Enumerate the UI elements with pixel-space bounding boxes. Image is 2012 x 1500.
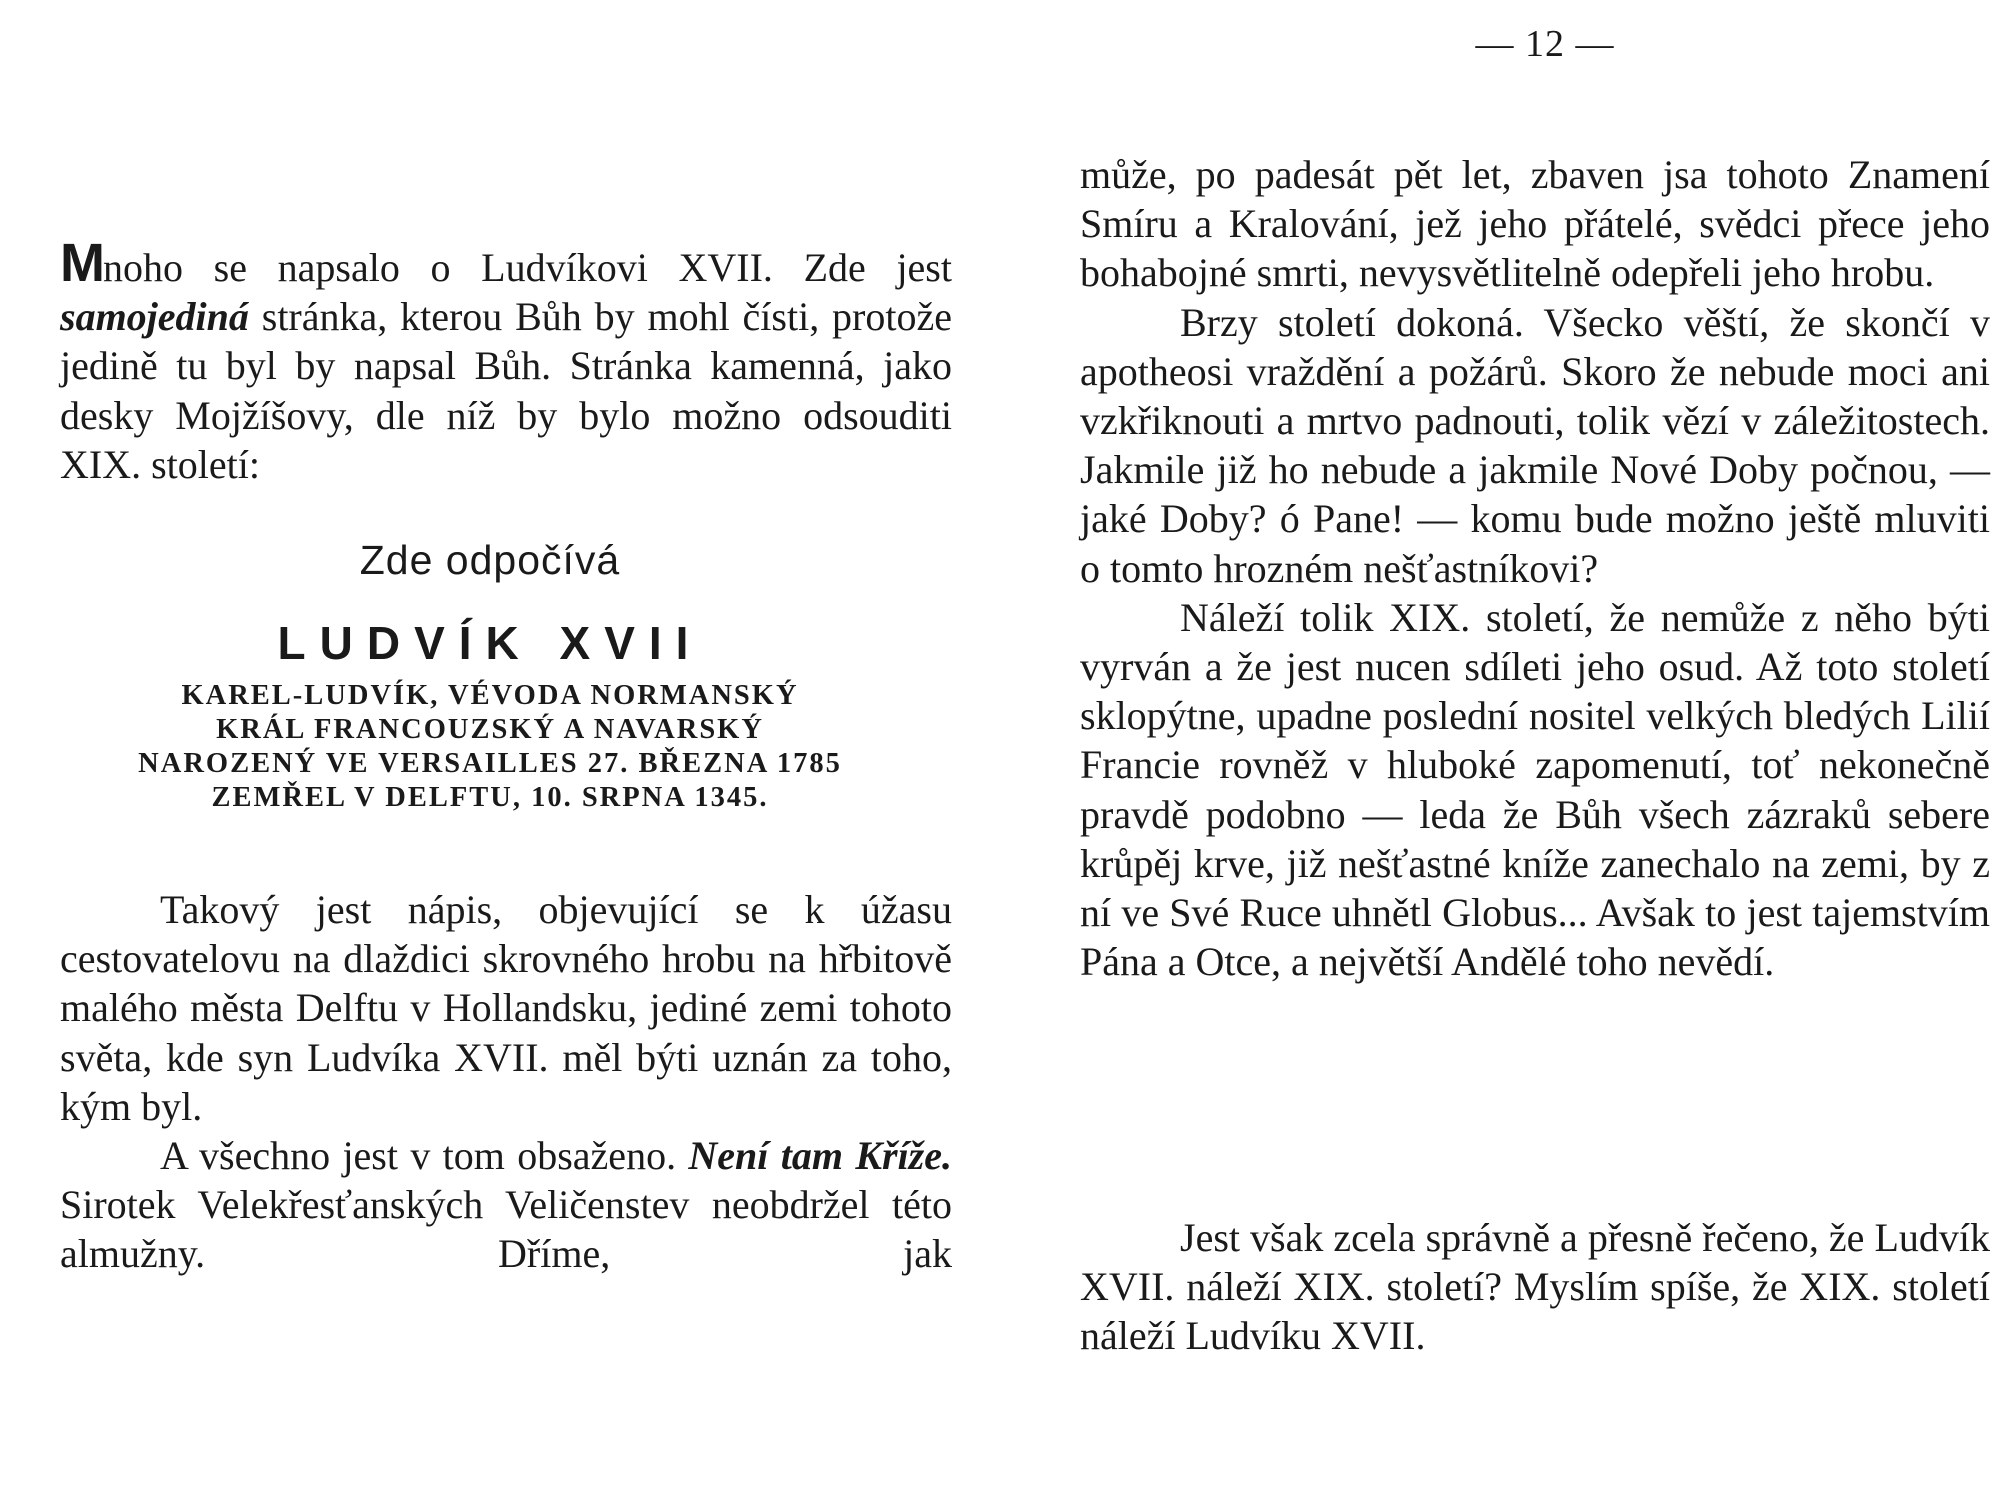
body-paragraph: Takový jest nápis, objevující se k úžasu cestovatelovu na dlaždici skrovného hrobu na hřbitově malého města Delftu v Hollandsku, jediné zemi tohoto světa, kde syn Ludvíka XVII. měl býti uznán za toho, kým byl. [60,887,952,1129]
epitaph-name: LUDVÍK XVII [277,617,703,669]
epitaph-line: ZEMŘEL V DELFTU, 10. SRPNA 1345. [211,782,769,813]
para2-part2: Sirotek Velekřesťanských Veličenstev neobdržel této almužny. Dříme, jak [60,1182,952,1277]
para2-emphasis: Není tam Kříže. [688,1133,952,1179]
intro-text-part1: noho se napsalo o Ludvíkovi XVII. Zde jest [102,245,952,290]
body-paragraph [60,1131,952,1279]
epitaph-line: NAROZENÝ VE VERSAILLES 27. BŘEZNA 1785 [138,748,842,779]
epitaph-block [50,535,930,815]
epitaph-heading: Zde odpočívá [359,537,621,583]
intro-emphasis: samojediná [60,294,249,340]
drop-cap: M [60,233,103,293]
para2-part1: A všechno jest v tom obsaženo. [160,1133,689,1179]
body-paragraph: Náleží tolik XIX. století, že nemůže z něho býti vyrván a že jest nucen sdíleti jeho osud. Až toto století sklopýtne, upadne poslední nositel velkých bledých Lilií Francie rovněž v hluboké zapomenutí, toť nekonečně pravdě podobno — leda že Bůh všech zázraků sebere krůpěj krve, již nešťastné kníže zanechalo na zemi, by z ní ve Své Ruce uhnětl Globus... Avšak to jest tajemstvím Pána a Otce, a největší Andělé toho nevědí. [1080,594,1990,985]
body-paragraph: může, po padesát pět let, zbaven jsa tohoto Znamení Smíru a Kralování, jež jeho přátelé, svědci přece jeho bohabojné smrti, nevysvětlitelně odepřeli jeho hrobu. [1080,152,1990,296]
body-paragraph: Jest však zcela správně a přesně řečeno, že Ludvík XVII. náleží XIX. století? Myslím spíše, že XIX. století náleží Ludvíku XVII. [1080,1215,1990,1359]
body-paragraph: Brzy století dokoná. Všecko věští, že skončí v apotheosi vraždění a požárů. Skoro že nebude moci ani vzkřiknouti a mrtvo padnouti, tolik vězí v záležitostech. Jakmile již ho nebude a jakmile Nové Doby počnou, — jaké Doby? ó Pane! — komu bude možno ještě mluviti o tomto hrozném nešťastníkovi? [1080,299,1990,591]
right-body-text [1080,150,1990,986]
intro-paragraph [60,233,952,489]
intro-text-part2: stránka, kterou Bůh by mohl čísti, protože jedině tu byl by napsal Bůh. Stránka kamenná, jako desky Mojžíšovy, dle níž by bylo možno odsouditi XIX. století: [60,294,952,487]
left-body-text [60,885,952,1279]
page-number: — 12 — [1475,23,1615,65]
closing-paragraph-block [1080,1213,1990,1361]
epitaph-line: KAREL-LUDVÍK, VÉVODA NORMANSKÝ [181,680,799,711]
epitaph-line: KRÁL FRANCOUZSKÝ A NAVARSKÝ [216,714,764,745]
